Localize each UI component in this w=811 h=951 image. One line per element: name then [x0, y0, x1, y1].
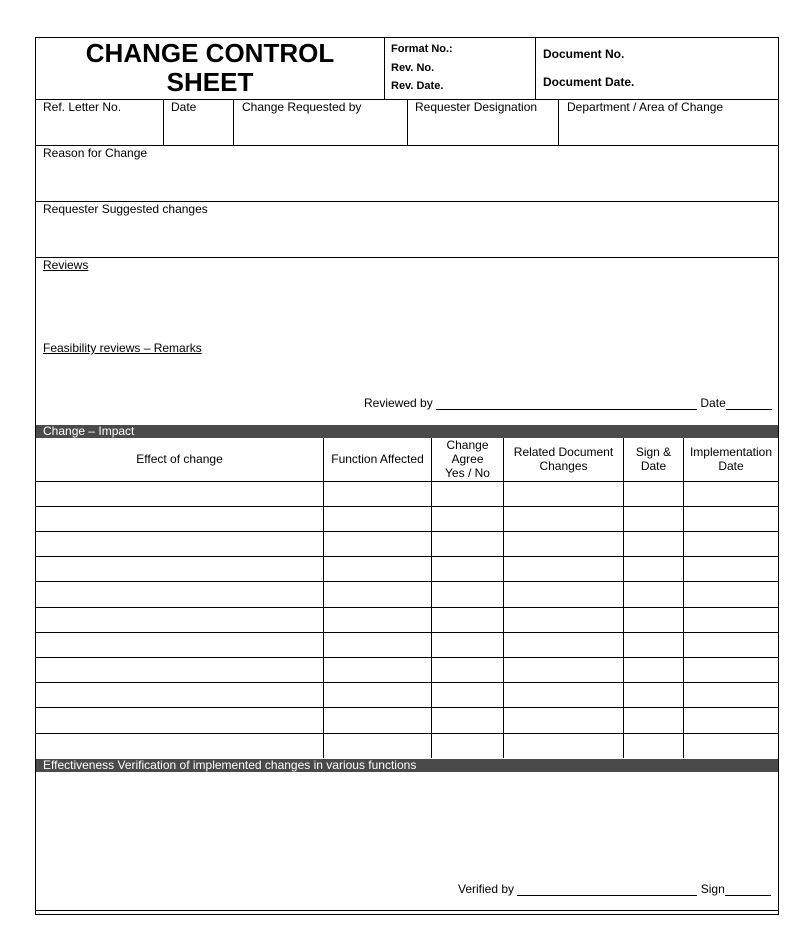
impact-row-line	[36, 733, 778, 734]
related-document-line-2: Changes	[539, 459, 588, 473]
reviewed-by-label: Reviewed by	[364, 396, 433, 410]
sign-date-line-2: Date	[640, 459, 667, 473]
request-divider-2	[233, 99, 234, 145]
date-label: Date	[171, 100, 197, 114]
impact-row-line	[36, 481, 778, 482]
verified-by-field	[458, 882, 771, 896]
implementation-date-line-2: Date	[718, 459, 744, 473]
reviews-label: Reviews	[43, 258, 89, 272]
document-date-label: Document Date.	[543, 75, 635, 89]
reviewed-date-label: Date	[700, 396, 726, 410]
change-agree-line-2: Agree	[451, 452, 484, 466]
impact-row-line	[36, 581, 778, 582]
request-divider-4	[558, 99, 559, 145]
feasibility-reviews-label: Feasibility reviews – Remarks	[43, 341, 202, 355]
impact-col-divider-3	[503, 438, 504, 758]
header-divider-1	[384, 38, 385, 99]
impact-row-line	[36, 556, 778, 557]
request-bottom-line	[36, 145, 778, 146]
change-requested-by-label: Change Requested by	[242, 100, 362, 114]
impact-col-divider-2	[431, 438, 432, 758]
implementation-date-line-1: Implementation	[689, 445, 773, 459]
reason-for-change-label: Reason for Change	[43, 146, 148, 160]
change-agree-line-1: Change	[446, 438, 489, 452]
rev-date-label: Rev. Date.	[391, 80, 444, 92]
impact-row-line	[36, 607, 778, 608]
request-divider-3	[407, 99, 408, 145]
department-area-label: Department / Area of Change	[567, 100, 724, 114]
impact-row-line	[36, 531, 778, 532]
format-no-label: Format No.:	[391, 43, 453, 55]
impact-col-divider-5	[683, 438, 684, 758]
effect-of-change-header: Effect of change	[136, 452, 223, 466]
related-document-header	[504, 438, 623, 480]
sheet-title	[36, 38, 384, 100]
reviewed-by-line[interactable]	[436, 398, 697, 410]
title-line-1: CHANGE CONTROL	[85, 38, 335, 68]
sign-date-line-1: Sign &	[635, 445, 672, 459]
impact-col-divider-1	[323, 438, 324, 758]
reviewed-date-line[interactable]	[726, 398, 772, 410]
suggested-bottom-line	[36, 257, 778, 258]
verified-by-line[interactable]	[517, 884, 697, 896]
requester-suggested-changes-label: Requester Suggested changes	[43, 202, 208, 216]
rev-no-label: Rev. No.	[391, 62, 435, 74]
related-document-line-1: Related Document	[513, 445, 614, 459]
impact-row-line	[36, 707, 778, 708]
request-divider-1	[163, 99, 164, 145]
document-no-label: Document No.	[543, 47, 625, 61]
header-divider-2	[535, 38, 536, 99]
sign-line[interactable]	[725, 884, 771, 896]
impact-row-line	[36, 506, 778, 507]
implementation-date-header	[684, 438, 778, 480]
requester-designation-label: Requester Designation	[415, 100, 538, 114]
change-agree-header	[432, 438, 503, 480]
impact-row-line	[36, 682, 778, 683]
sign-date-header	[624, 438, 683, 480]
impact-row-line	[36, 632, 778, 633]
title-line-2: SHEET	[166, 67, 254, 97]
ref-letter-no-label: Ref. Letter No.	[43, 100, 122, 114]
change-impact-band: Change – Impact	[36, 425, 778, 438]
change-control-sheet	[35, 37, 779, 915]
change-agree-line-3: Yes / No	[445, 466, 490, 480]
effectiveness-verification-band: Effectiveness Verification of implemented changes in various functions	[36, 759, 778, 772]
impact-row-line	[36, 657, 778, 658]
sign-label: Sign	[700, 882, 725, 896]
impact-col-divider-4	[623, 438, 624, 758]
reviewed-by-field	[364, 396, 772, 410]
function-affected-header: Function Affected	[331, 452, 424, 466]
verified-by-label: Verified by	[458, 882, 515, 896]
sheet-bottom-rule	[36, 910, 778, 911]
